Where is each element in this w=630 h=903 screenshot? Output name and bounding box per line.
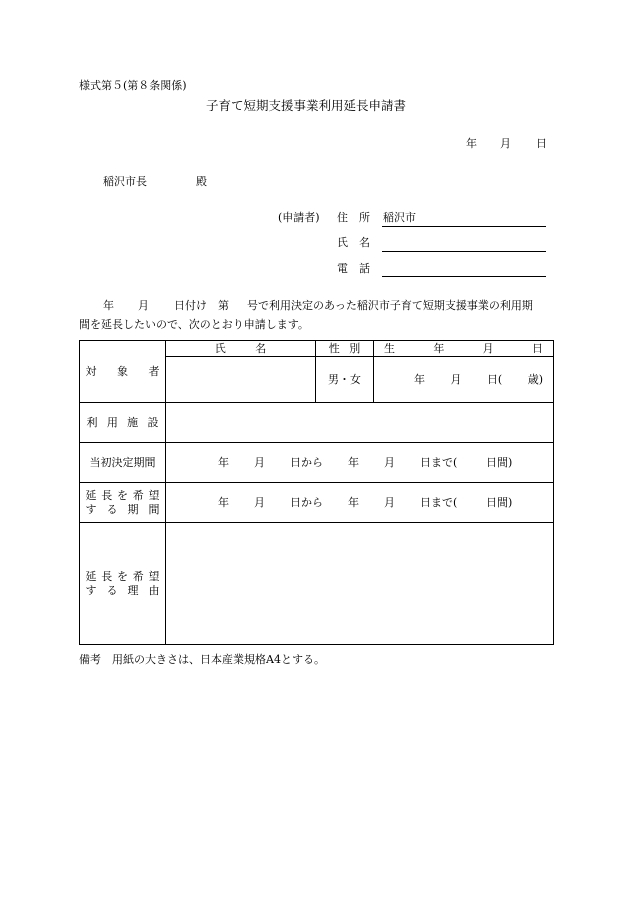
phone-underline[interactable] bbox=[382, 276, 546, 277]
addressee-honorific: 殿 bbox=[196, 175, 207, 188]
address-underline[interactable] bbox=[382, 226, 546, 227]
initial-period-label: 当初決定期間 bbox=[80, 443, 166, 483]
extend-reason-input[interactable] bbox=[166, 523, 554, 645]
body-month: 月 bbox=[138, 299, 149, 312]
address-label-2: 所 bbox=[359, 211, 370, 224]
extend-period-value[interactable]: 年 月 日から 年 月 日まで( 日間) bbox=[166, 483, 554, 523]
name-label-2: 名 bbox=[359, 236, 370, 249]
application-table bbox=[79, 340, 554, 645]
subject-label-cell: 対 象 者 bbox=[80, 341, 166, 403]
addressee-name: 稲沢市長 bbox=[103, 175, 147, 188]
address-label-1: 住 bbox=[337, 211, 348, 224]
name-label-1: 氏 bbox=[337, 236, 348, 249]
footnote: 備考 用紙の大きさは、日本産業規格A4とする。 bbox=[79, 653, 325, 666]
body-year: 年 bbox=[103, 299, 114, 312]
facility-label-cell: 利 用 施 設 bbox=[80, 403, 166, 443]
document-title: 子育て短期支援事業利用延長申請書 bbox=[206, 98, 407, 113]
form-number: 様式第５(第８条関係) bbox=[79, 79, 187, 92]
header-gender-cell: 性 別 bbox=[316, 341, 374, 357]
applicant-label: (申請者) bbox=[278, 211, 320, 224]
phone-label-2: 話 bbox=[359, 262, 370, 275]
body-day: 日付け bbox=[174, 299, 207, 312]
header-name-cell: 氏 名 bbox=[166, 341, 316, 357]
date-year: 年 bbox=[466, 137, 477, 150]
body-text-line1: 号で利用決定のあった稲沢市子育て短期支援事業の利用期 bbox=[247, 299, 533, 312]
date-month: 月 bbox=[500, 137, 511, 150]
address-value: 稲沢市 bbox=[383, 211, 416, 224]
gender-value[interactable]: 男・女 bbox=[316, 357, 374, 403]
initial-period-value[interactable]: 年 月 日から 年 月 日まで( 日間) bbox=[166, 443, 554, 483]
name-underline[interactable] bbox=[382, 251, 546, 252]
birth-value-cell[interactable]: 年 月 日( 歳) bbox=[374, 357, 554, 403]
subject-name-input[interactable] bbox=[166, 357, 316, 403]
header-birth-cell: 生 年 月 日 bbox=[374, 341, 554, 357]
phone-label-1: 電 bbox=[337, 262, 348, 275]
body-number-prefix: 第 bbox=[218, 299, 229, 312]
facility-input[interactable] bbox=[166, 403, 554, 443]
extend-reason-label: 延 長 を 希 望 す る 理 由 bbox=[80, 523, 166, 645]
extend-period-label: 延 長 を 希 望 す る 期 間 bbox=[80, 483, 166, 523]
date-day: 日 bbox=[536, 137, 547, 150]
body-text-line2: 間を延長したいので、次のとおり申請します。 bbox=[79, 318, 309, 331]
